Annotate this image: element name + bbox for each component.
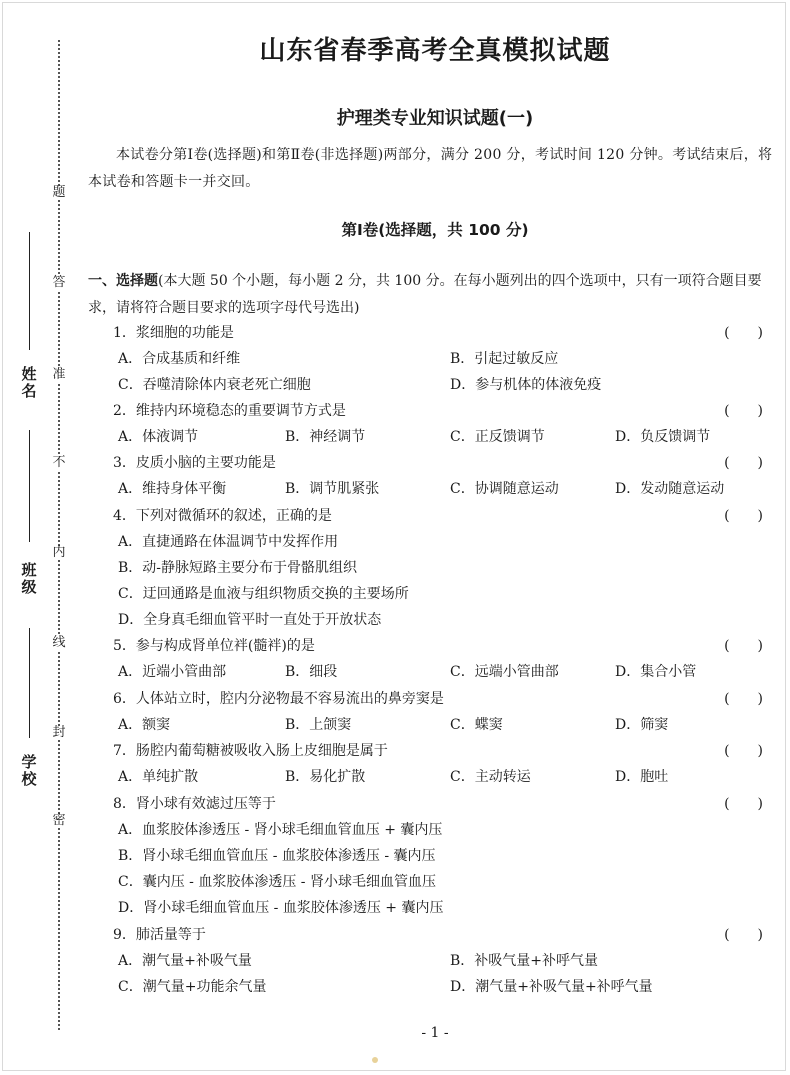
option-row <box>113 529 763 555</box>
option[interactable]: A．体液调节 <box>118 429 199 445</box>
option-row <box>113 555 763 581</box>
question-stem: 8．肾小球有效滤过压等于 <box>113 796 276 812</box>
option-row <box>113 346 763 372</box>
option[interactable]: B．上颌窦 <box>285 717 352 733</box>
exam-title: 山东省春季高考全真模拟试题 <box>259 36 611 66</box>
option-row <box>113 843 763 869</box>
option[interactable]: D．参与机体的体液免疫 <box>450 377 602 393</box>
option[interactable]: A．近端小管曲部 <box>118 664 227 680</box>
option[interactable]: C．迂回通路是血液与组织物质交换的主要场所 <box>118 586 409 602</box>
answer-blank[interactable]: ( ) <box>724 638 763 654</box>
option[interactable]: C．囊内压 - 血浆胶体渗透压 - 肾小球毛细血管血压 <box>118 874 436 890</box>
seal-char: 密 <box>52 813 66 828</box>
question-stem: 3．皮质小脑的主要功能是 <box>113 455 276 471</box>
option[interactable]: C．吞噬清除体内衰老死亡细胞 <box>118 377 311 393</box>
option[interactable]: B．细段 <box>285 664 338 680</box>
name-field-label: 姓 名 <box>21 365 37 400</box>
answer-blank[interactable]: ( ) <box>724 796 763 812</box>
question-stem-row <box>113 320 763 346</box>
option[interactable]: A．潮气量+补吸气量 <box>118 953 252 969</box>
exam-instructions: 本试卷分第Ⅰ卷(选择题)和第Ⅱ卷(非选择题)两部分，满分 200 分，考试时间 120 分钟。考试结束后，将本试卷和答题卡一并交回。 <box>88 147 773 190</box>
answer-blank[interactable]: ( ) <box>724 508 763 524</box>
answer-blank[interactable]: ( ) <box>724 927 763 943</box>
seal-char: 答 <box>52 275 66 290</box>
school-field-line[interactable] <box>29 628 30 738</box>
option[interactable]: B．肾小球毛细血管血压 - 血浆胶体渗透压 - 囊内压 <box>118 848 436 864</box>
question-stem-row <box>113 398 763 424</box>
part-text: (本大题 50 个小题，每小题 2 分，共 100 分。在每小题列出的四个选项中，只有一项符合题目要求，请将符合题目要求的选项字母代号选出) <box>88 273 762 316</box>
option[interactable]: C．潮气量+功能余气量 <box>118 979 267 995</box>
option[interactable]: A．维持身体平衡 <box>118 481 227 497</box>
option[interactable]: A．血浆胶体渗透压 - 肾小球毛细血管血压 + 囊内压 <box>118 822 443 838</box>
question-stem: 9．肺活量等于 <box>113 927 206 943</box>
seal-char: 题 <box>52 185 66 200</box>
option-row <box>113 712 763 738</box>
seal-char: 线 <box>52 635 66 650</box>
name-field-line[interactable] <box>29 232 30 350</box>
option[interactable]: B．易化扩散 <box>285 769 366 785</box>
option-row <box>113 476 763 502</box>
option[interactable]: C．蝶窦 <box>450 717 503 733</box>
option-row <box>113 424 763 450</box>
question-stem-row <box>113 633 763 659</box>
option[interactable]: C．正反馈调节 <box>450 429 545 445</box>
question-stem: 5．参与构成肾单位袢(髓袢)的是 <box>113 638 315 654</box>
option[interactable]: B．补吸气量+补呼气量 <box>450 953 599 969</box>
question-stem-row <box>113 738 763 764</box>
option-row <box>113 817 763 843</box>
question-stem: 4．下列对微循环的叙述，正确的是 <box>113 508 332 524</box>
option[interactable]: B．调节肌紧张 <box>285 481 380 497</box>
option[interactable]: D．负反馈调节 <box>615 429 711 445</box>
seal-char: 封 <box>52 725 66 740</box>
option[interactable]: C．远端小管曲部 <box>450 664 559 680</box>
option-row <box>113 607 763 633</box>
question-stem: 2．维持内环境稳态的重要调节方式是 <box>113 403 346 419</box>
option-row <box>113 948 763 974</box>
seal-char: 内 <box>52 545 66 560</box>
seal-char: 准 <box>52 367 66 382</box>
option-row <box>113 869 763 895</box>
class-field-label: 班 级 <box>21 561 37 596</box>
part-intro <box>88 268 778 322</box>
page-number: - 1 - <box>421 1025 449 1041</box>
decorative-dot <box>372 1057 378 1063</box>
option[interactable]: D．胞吐 <box>615 769 669 785</box>
option-row <box>113 659 763 685</box>
answer-blank[interactable]: ( ) <box>724 743 763 759</box>
option[interactable]: A．单纯扩散 <box>118 769 199 785</box>
option[interactable]: C．协调随意运动 <box>450 481 559 497</box>
option[interactable]: D．发动随意运动 <box>615 481 725 497</box>
option[interactable]: D．筛窦 <box>615 717 669 733</box>
question-stem-row <box>113 686 763 712</box>
option[interactable]: D．肾小球毛细血管血压 - 血浆胶体渗透压 + 囊内压 <box>118 900 444 916</box>
question-stem-row <box>113 450 763 476</box>
option[interactable]: A．直捷通路在体温调节中发挥作用 <box>118 534 339 550</box>
exam-subtitle: 护理类专业知识试题(一) <box>336 108 534 129</box>
answer-blank[interactable]: ( ) <box>724 455 763 471</box>
answer-blank[interactable]: ( ) <box>724 403 763 419</box>
option-row <box>113 372 763 398</box>
question-stem-row <box>113 791 763 817</box>
option-row <box>113 895 763 921</box>
option[interactable]: D．集合小管 <box>615 664 697 680</box>
option-row <box>113 581 763 607</box>
answer-blank[interactable]: ( ) <box>724 691 763 707</box>
option-row <box>113 764 763 790</box>
option[interactable]: B．动-静脉短路主要分布于骨骼肌组织 <box>118 560 358 576</box>
option[interactable]: B．引起过敏反应 <box>450 351 559 367</box>
question-stem: 1．浆细胞的功能是 <box>113 325 234 341</box>
class-field-line[interactable] <box>29 430 30 542</box>
section-title: 第Ⅰ卷(选择题，共 100 分) <box>341 221 529 239</box>
question-stem-row <box>113 503 763 529</box>
option[interactable]: B．神经调节 <box>285 429 366 445</box>
question-stem-row <box>113 922 763 948</box>
option[interactable]: D．全身真毛细血管平时一直处于开放状态 <box>118 612 382 628</box>
option[interactable]: C．主动转运 <box>450 769 531 785</box>
option-row <box>113 974 763 1000</box>
option[interactable]: A．额窦 <box>118 717 171 733</box>
seal-char: 不 <box>52 455 66 470</box>
option[interactable]: A．合成基质和纤维 <box>118 351 241 367</box>
school-field-label: 学 校 <box>21 753 37 788</box>
answer-blank[interactable]: ( ) <box>724 325 763 341</box>
question-stem: 6．人体站立时，腔内分泌物最不容易流出的鼻旁窦是 <box>113 691 444 707</box>
part-heading: 一、选择题 <box>88 273 158 289</box>
option[interactable]: D．潮气量+补吸气量+补呼气量 <box>450 979 653 995</box>
question-stem: 7．肠腔内葡萄糖被吸收入肠上皮细胞是属于 <box>113 743 388 759</box>
